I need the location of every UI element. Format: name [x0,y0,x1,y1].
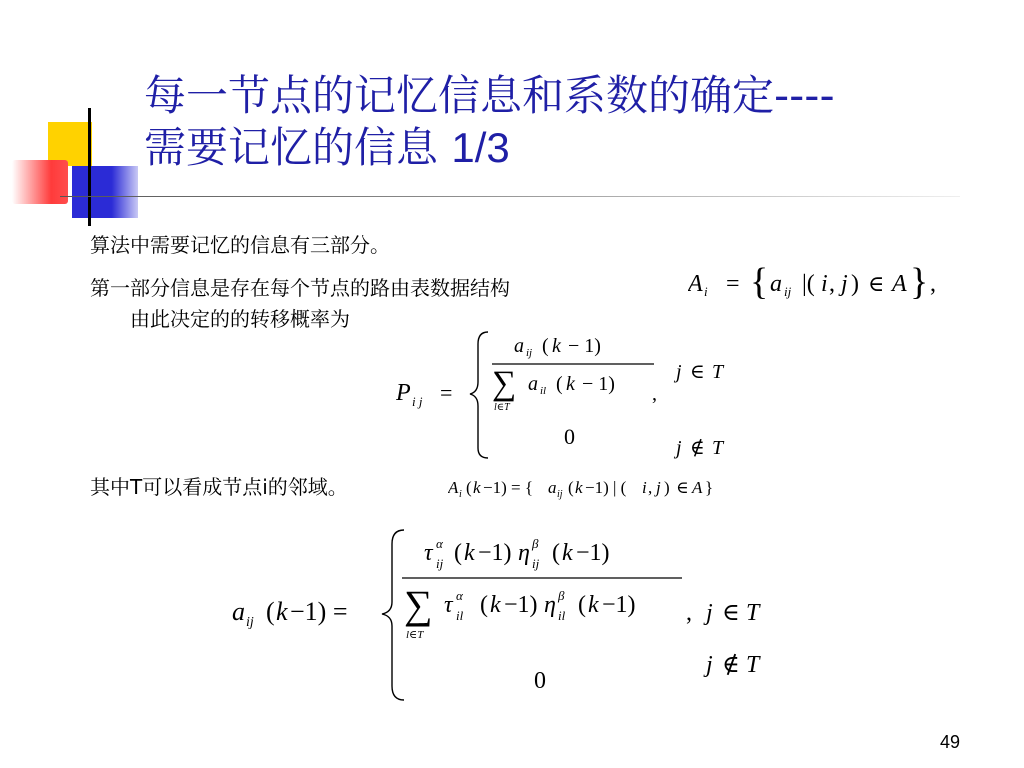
svg-text:k: k [588,592,599,618]
svg-text:ij: ij [557,489,563,500]
title-line-2-text: 需要记忆的信息 [144,123,452,172]
svg-text:j: j [706,600,713,626]
svg-text:(: ( [556,373,563,395]
svg-text:l∈T: l∈T [406,629,424,641]
svg-text:): ) [851,271,859,297]
svg-text:T: T [746,652,760,678]
svg-text:−1): −1) [576,540,610,566]
svg-text:i: i [704,284,708,299]
formula-a-definition [232,526,792,710]
svg-text:j: j [841,271,848,297]
svg-text:}: } [910,261,929,303]
svg-text:k: k [566,373,575,395]
svg-text:(: ( [552,540,560,566]
svg-text:∑: ∑ [404,582,433,627]
svg-text:T: T [712,437,724,459]
svg-text:k: k [276,597,288,626]
svg-text:(: ( [578,592,586,618]
svg-text:P: P [396,380,411,406]
svg-text:α: α [456,588,463,603]
svg-text:i: i [642,478,647,497]
paragraph-1: 算法中需要记忆的信息有三部分。 [90,233,390,257]
svg-text:β: β [532,536,539,551]
svg-text:k: k [464,540,475,566]
svg-text:∉: ∉ [690,437,705,459]
svg-text:|(: |( [802,271,815,297]
svg-text:−1) = {: −1) = { [483,478,533,497]
slide-title [144,70,1004,174]
svg-text:(: ( [568,478,574,497]
svg-text:(: ( [542,335,549,357]
title-page-fraction: 1/3 [451,124,510,171]
svg-text:i j: i j [412,394,423,409]
svg-text:il: il [558,608,566,623]
svg-text:ij: ij [526,347,533,359]
svg-text:a: a [528,373,538,395]
svg-text:β: β [558,588,565,603]
logo-red-bar [12,160,68,204]
svg-text:−1) =: −1) = [290,597,348,626]
svg-text:=: = [726,271,740,297]
svg-text:,: , [686,600,692,626]
svg-text:∑: ∑ [492,365,517,402]
svg-text:(: ( [466,478,472,497]
svg-text:ij: ij [436,556,444,571]
svg-text:0: 0 [564,424,575,449]
svg-text:,: , [829,271,835,297]
svg-text:a: a [770,271,782,297]
svg-text:A: A [448,478,459,497]
svg-text:a: a [548,478,557,497]
svg-text:k: k [473,478,481,497]
svg-text:k: k [575,478,583,497]
svg-text:α: α [436,536,443,551]
svg-text:τ: τ [444,592,453,618]
svg-text:A: A [688,271,703,297]
title-line-1: 每一节点的记忆信息和系数的确定---- [144,71,835,120]
svg-text:(: ( [480,592,488,618]
svg-text:A: A [692,478,703,497]
svg-text:{: { [750,261,769,303]
svg-text:η: η [544,592,556,618]
svg-text:j: j [676,361,682,383]
svg-text:∈: ∈ [690,361,705,383]
svg-text:,: , [930,271,936,297]
logo-blue-square [72,166,138,218]
svg-text:l∈T: l∈T [494,402,510,413]
svg-text:− 1): − 1) [568,335,601,357]
svg-text:−1): −1) [602,592,636,618]
svg-text:il: il [456,608,464,623]
svg-text:a: a [514,335,524,357]
svg-text:j: j [676,437,682,459]
svg-text:∈: ∈ [722,600,740,626]
svg-text:): ) [664,478,670,497]
title-underline [60,196,960,197]
svg-text:ij: ij [532,556,540,571]
svg-text:−1): −1) [504,592,538,618]
svg-text:k: k [562,540,573,566]
svg-text:η: η [518,540,530,566]
logo-vertical-line [88,108,91,226]
formula-A-inline [448,472,778,508]
formula-P-definition [396,322,776,466]
svg-text:∈: ∈ [868,271,885,296]
svg-text:− 1): − 1) [582,373,615,395]
svg-text:=: = [440,380,453,405]
svg-text:j: j [656,478,661,497]
svg-text:(: ( [454,540,462,566]
svg-text:,: , [652,383,657,405]
svg-text:T: T [746,600,760,626]
svg-text:}: } [705,478,714,497]
svg-text:∈: ∈ [676,478,689,497]
svg-text:,: , [648,478,653,497]
formula-A-definition [688,258,968,310]
paragraph-2: 第一部分信息是存在每个节点的路由表数据结构 [90,276,510,300]
svg-text:ij: ij [246,615,254,630]
svg-text:j: j [706,652,713,678]
page-number: 49 [940,732,961,752]
svg-text:A: A [892,271,907,297]
svg-text:i: i [459,489,462,500]
paragraph-2-continuation: 由此决定的的转移概率为 [130,307,350,331]
svg-text:τ: τ [424,540,433,566]
svg-text:k: k [490,592,501,618]
svg-text:∉: ∉ [722,652,740,678]
svg-text:T: T [712,361,724,383]
paragraph-3: 其中T可以看成节点i的邻域。 [90,475,348,499]
svg-text:ij: ij [784,284,792,299]
title-line-2 [144,122,1004,174]
svg-text:0: 0 [534,668,546,694]
svg-text:−1): −1) [478,540,512,566]
svg-text:il: il [540,385,547,397]
svg-text:a: a [232,597,245,626]
svg-text:−1) | (: −1) | ( [585,478,627,497]
svg-text:(: ( [266,597,275,626]
svg-text:k: k [552,335,561,357]
svg-text:i: i [821,271,828,297]
